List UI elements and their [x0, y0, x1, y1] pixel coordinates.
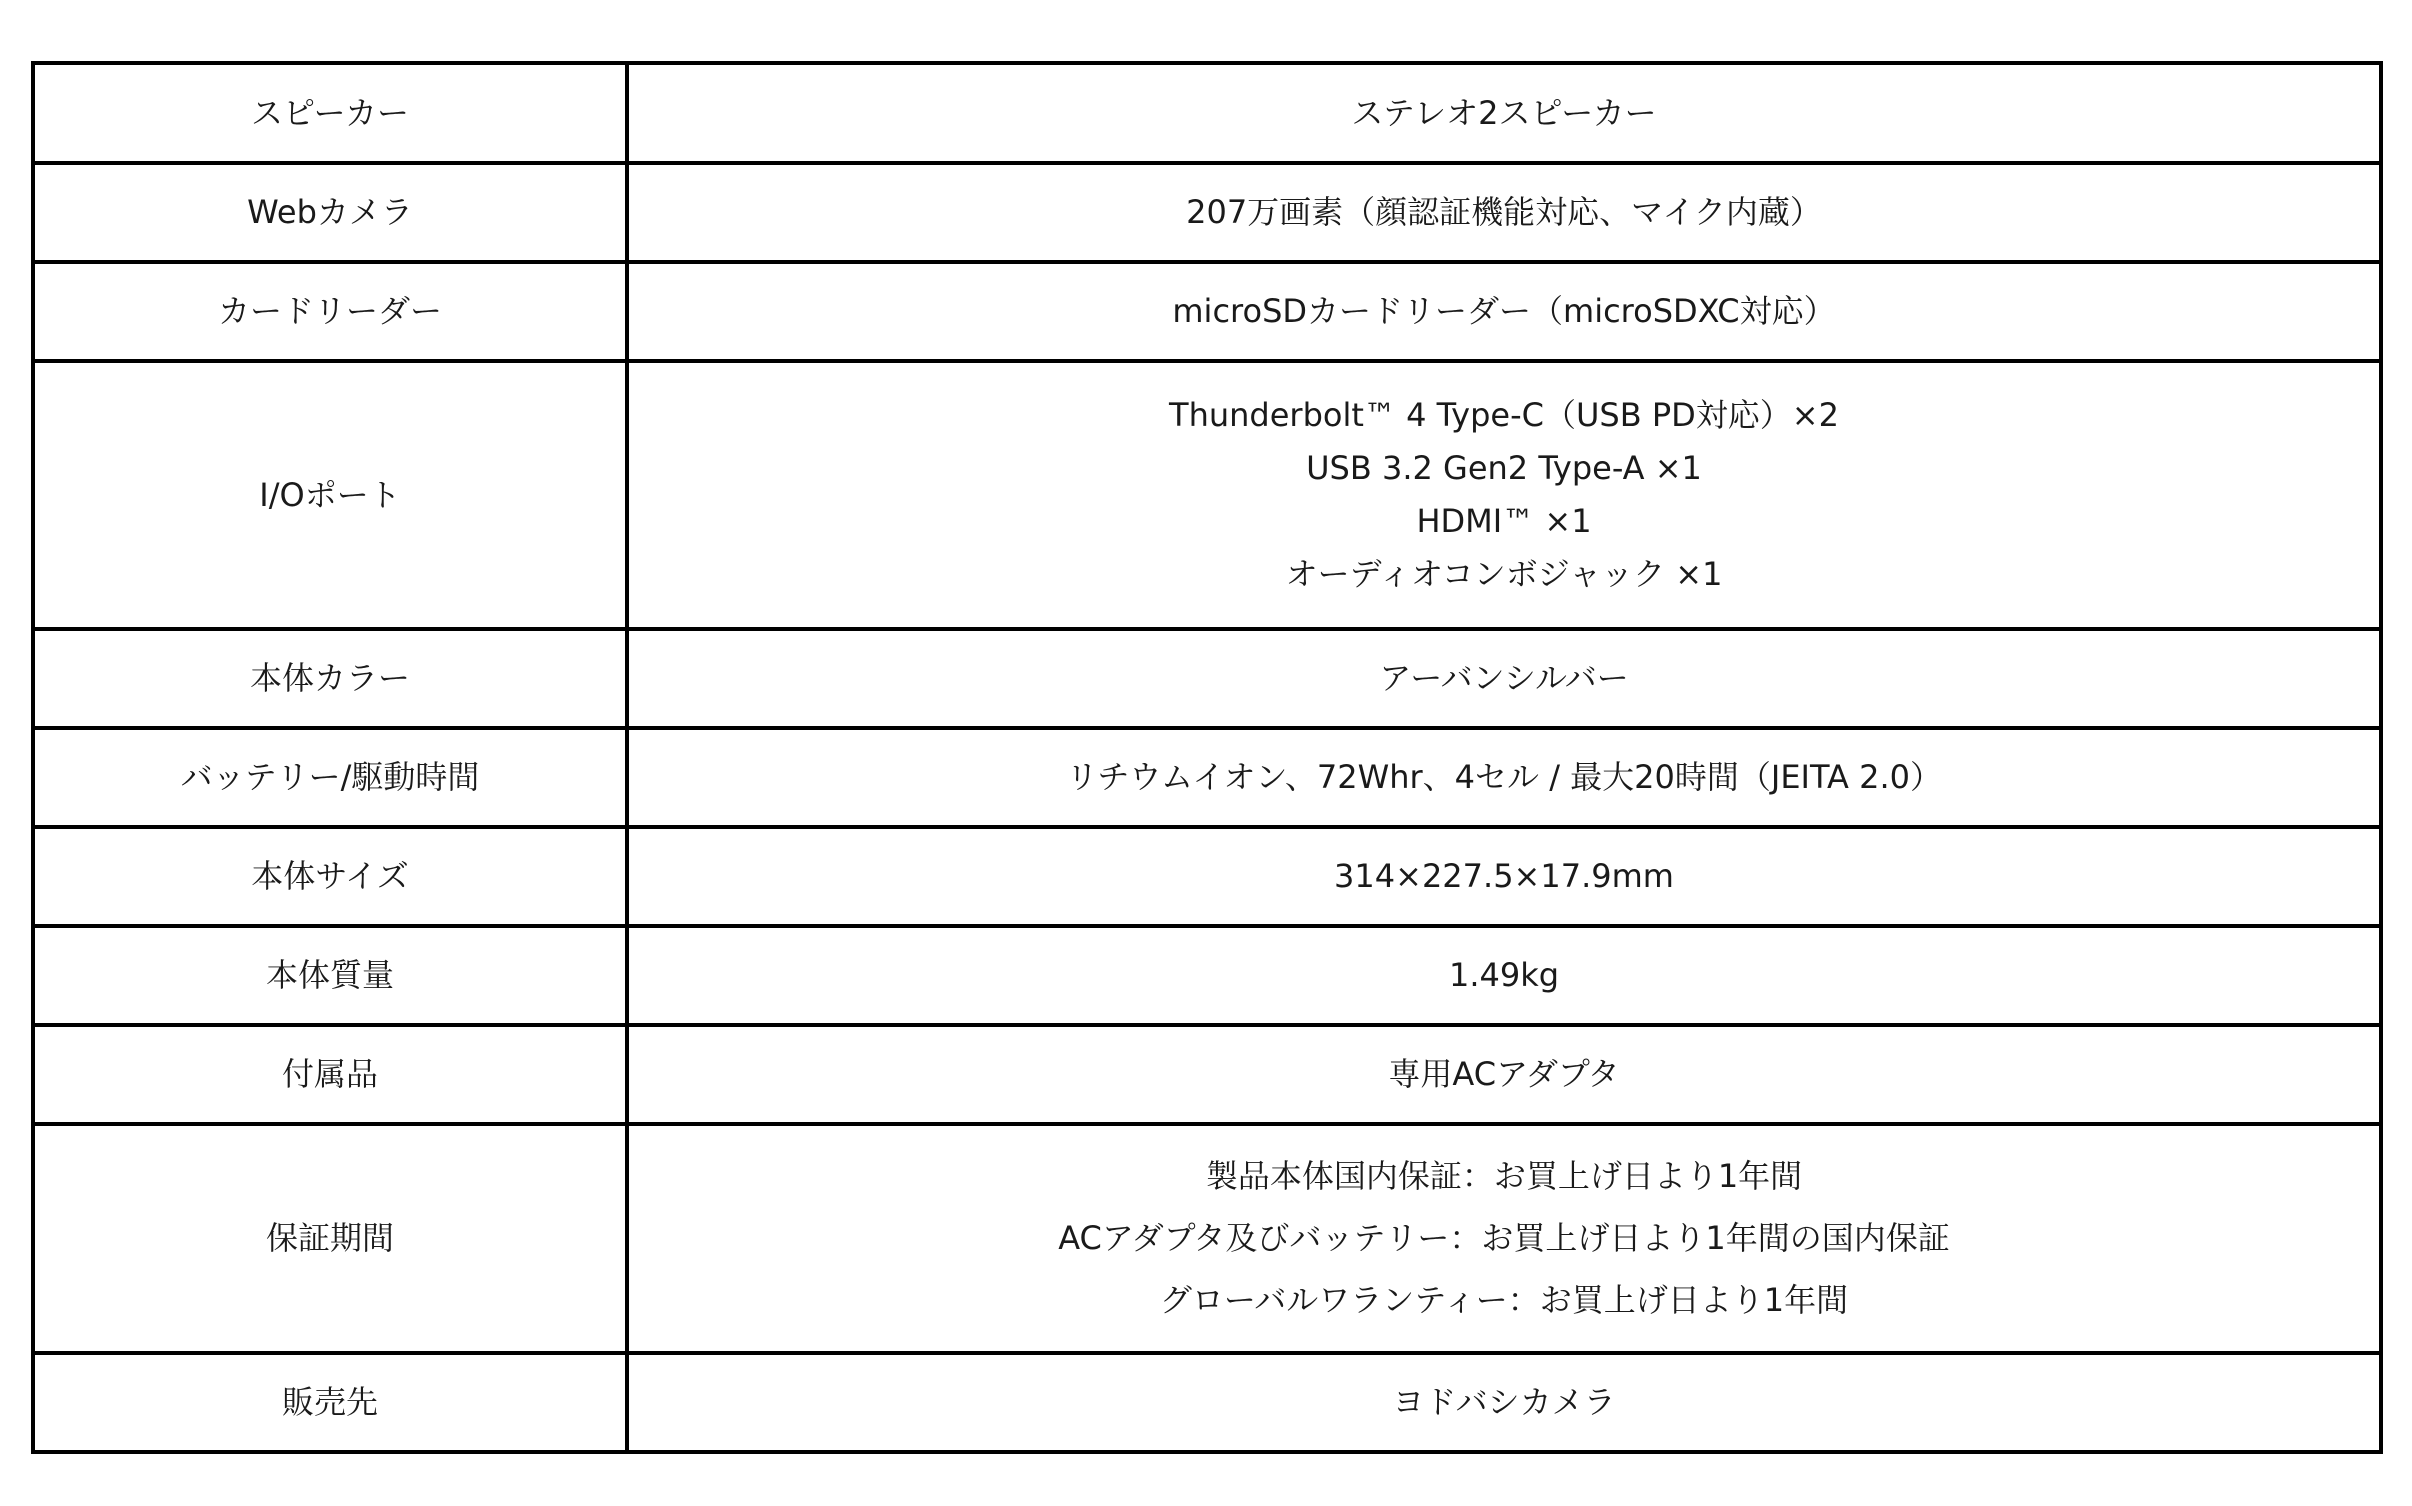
row-value-webcam [627, 163, 2381, 262]
row-value-card-reader [627, 262, 2381, 361]
table-row [33, 63, 2381, 163]
table-row [33, 629, 2381, 728]
value-line: ヨドバシカメラ [1392, 1383, 1616, 1422]
value-line: 314×227.5×17.9mm [1334, 857, 1674, 896]
row-label-warranty: 保証期間 [33, 1124, 627, 1353]
row-label-webcam: Webカメラ [33, 163, 627, 262]
value-line: 製品本体国内保証：お買上げ日より1年間 [1205, 1157, 1803, 1196]
row-value-speaker [627, 63, 2381, 163]
value-line: オーディオコンボジャック ×1 [1285, 554, 1723, 593]
row-label-weight: 本体質量 [33, 926, 627, 1025]
value-line: microSDカードリーダー（microSDXC対応） [1172, 292, 1836, 331]
value-line: Thunderbolt™ 4 Type-C（USB PD対応）×2 [1169, 396, 1839, 435]
table-row [33, 827, 2381, 926]
value-line: グローバルワランティー：お買上げ日より1年間 [1159, 1280, 1849, 1319]
row-label-battery: バッテリー/駆動時間 [33, 728, 627, 827]
value-line: 専用ACアダプタ [1388, 1055, 1620, 1094]
value-line: アーバンシルバー [1379, 659, 1629, 698]
row-label-card-reader: カードリーダー [33, 262, 627, 361]
row-label-size: 本体サイズ [33, 827, 627, 926]
table-row [33, 926, 2381, 1025]
table-row [33, 1025, 2381, 1124]
value-line: 207万画素（顔認証機能対応、マイク内蔵） [1186, 193, 1822, 232]
row-value-color [627, 629, 2381, 728]
row-label-speaker: スピーカー [33, 63, 627, 163]
table-row [33, 1124, 2381, 1353]
value-line: リチウムイオン、72Whr、4セル / 最大20時間（JEITA 2.0） [1066, 758, 1942, 797]
row-label-retailer: 販売先 [33, 1353, 627, 1452]
row-value-io-ports [627, 361, 2381, 629]
spec-table [31, 61, 2383, 1454]
table-row [33, 163, 2381, 262]
row-value-retailer [627, 1353, 2381, 1452]
table-row [33, 1353, 2381, 1452]
row-label-color: 本体カラー [33, 629, 627, 728]
value-line: 1.49kg [1448, 956, 1560, 995]
row-label-io-ports: I/Oポート [33, 361, 627, 629]
row-value-warranty [627, 1124, 2381, 1353]
table-row [33, 262, 2381, 361]
row-value-weight [627, 926, 2381, 1025]
value-line: USB 3.2 Gen2 Type-A ×1 [1306, 449, 1702, 488]
row-label-accessories: 付属品 [33, 1025, 627, 1124]
value-line: ステレオ2スピーカー [1351, 93, 1657, 132]
table-row [33, 361, 2381, 629]
value-line: ACアダプタ及びバッテリー：お買上げ日より1年間の国内保証 [1058, 1219, 1950, 1258]
table-row [33, 728, 2381, 827]
row-value-battery [627, 728, 2381, 827]
value-line: HDMI™ ×1 [1416, 502, 1592, 540]
row-value-accessories [627, 1025, 2381, 1124]
row-value-size [627, 827, 2381, 926]
